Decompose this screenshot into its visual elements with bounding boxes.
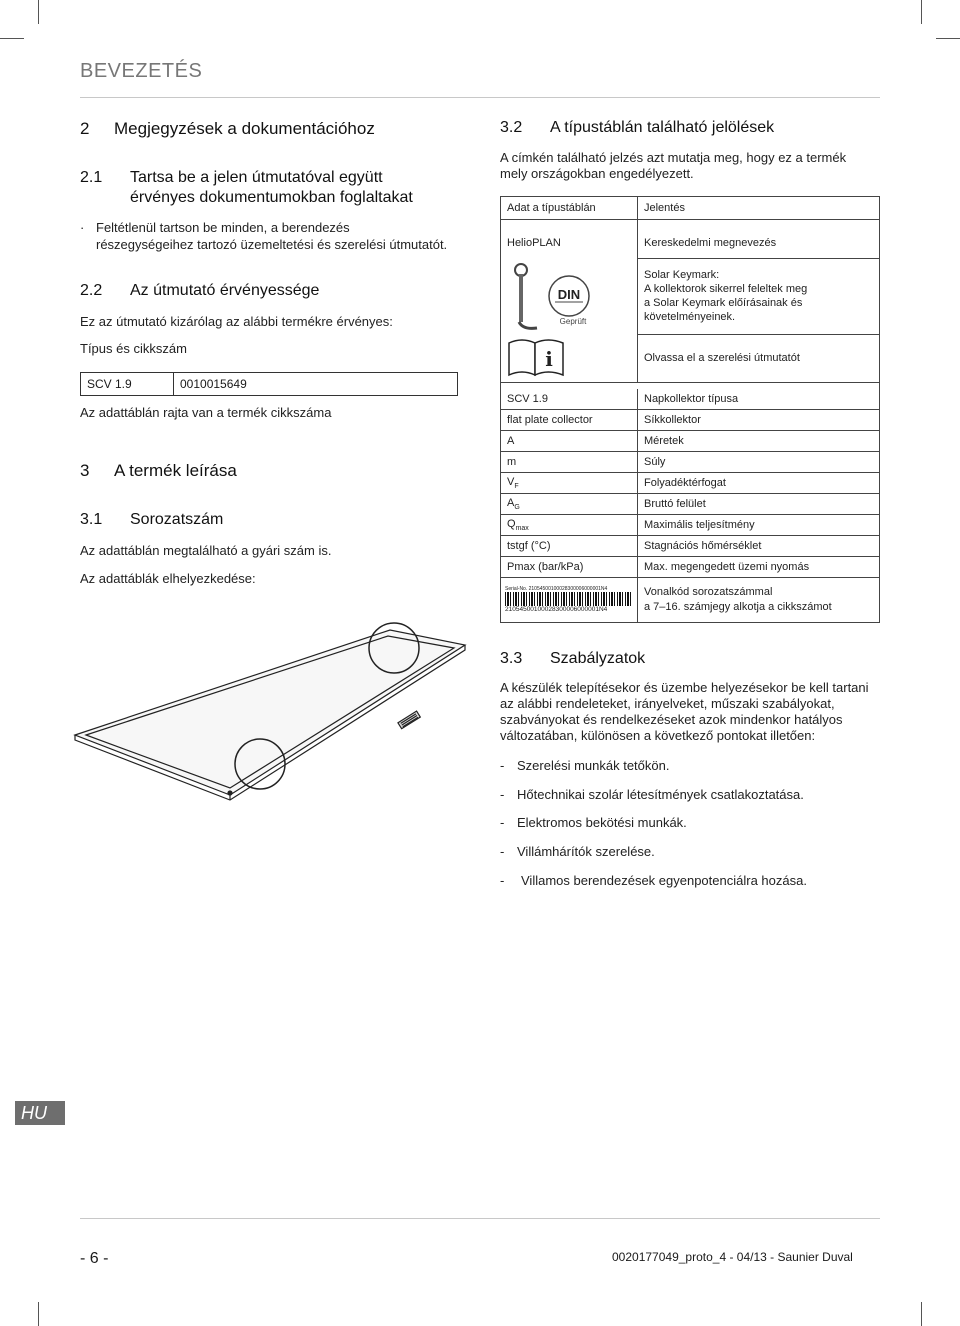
heading-number: 2 bbox=[80, 119, 90, 138]
header-rule bbox=[80, 97, 880, 98]
row-value: Súly bbox=[638, 452, 880, 473]
helioplan-value: Kereskedelmi megnevezés bbox=[638, 220, 880, 259]
row-value: Maximális teljesítmény bbox=[638, 515, 880, 536]
collector-illustration bbox=[70, 600, 470, 810]
plate-location-text: Az adattáblák elhelyezkedése: bbox=[80, 571, 256, 586]
bullet-text: · Feltétlenül tartson be minden, a berendezés részegységeihez tartozó üzemeltetési és szerelési útmutatót. bbox=[80, 220, 448, 252]
din-geprueft-icon bbox=[507, 260, 597, 330]
crop-mark bbox=[921, 0, 922, 24]
row-value: Folyadéktérfogat bbox=[638, 473, 880, 494]
model-table bbox=[80, 372, 458, 396]
section-header: BEVEZETÉS bbox=[80, 60, 203, 82]
crop-mark bbox=[38, 0, 39, 24]
info-text: Olvassa el a szerelési útmutatót bbox=[638, 334, 880, 383]
crop-mark bbox=[936, 38, 960, 39]
list-item: - Szerelési munkák tetőkön. bbox=[500, 758, 670, 773]
heading-3-2: 3.2 A típustáblán található jelölések bbox=[500, 119, 775, 136]
page-number: - 6 - bbox=[80, 1250, 109, 1267]
row-value: Napkollektor típusa bbox=[638, 389, 880, 410]
article-note: Az adattáblán rajta van a termék cikkszáma bbox=[80, 405, 332, 420]
heading-title: Megjegyzések a dokumentációhoz bbox=[114, 119, 375, 138]
heading-title: Tartsa be a jelen útmutatóval együtt bbox=[130, 169, 383, 186]
article-cell: 0010015649 bbox=[174, 373, 458, 396]
row-key: $Q_{max}$ bbox=[501, 515, 638, 536]
plate-intro-text: A címkén található jelzés azt mutatja meg, hogy ez a termék mely országokban engedélyezett. bbox=[500, 150, 847, 181]
heading-3-3: 3.3 Szabályzatok bbox=[500, 650, 646, 667]
crop-mark bbox=[38, 1302, 39, 1326]
footer-rule bbox=[80, 1218, 880, 1219]
barcode-bottom-text: 21054500100028300006000001N4 bbox=[505, 606, 608, 613]
row-key: A bbox=[501, 431, 638, 452]
list-item: - Villámhárítók szerelése. bbox=[500, 844, 655, 859]
language-tab: HU bbox=[15, 1101, 65, 1125]
row-key: tstgf (°C) bbox=[501, 536, 638, 557]
barcode-meaning: Vonalkód sorozatszámmal a 7–16. számjegy alkotja a cikkszámot bbox=[638, 578, 880, 623]
type-subheading: Típus és cikkszám bbox=[80, 341, 187, 356]
document-code: 0020177049_proto_4 - 04/13 - Saunier Duval bbox=[612, 1250, 853, 1264]
model-cell: SCV 1.9 bbox=[81, 373, 174, 396]
validity-text: Ez az útmutató kizárólag az alábbi termékre érvényes: bbox=[80, 314, 393, 329]
row-value: Max. megengedett üzemi nyomás bbox=[638, 557, 880, 578]
heading-number: 2.1 bbox=[80, 169, 103, 186]
row-key: m bbox=[501, 452, 638, 473]
type-plate-table bbox=[500, 196, 880, 623]
row-value: Stagnációs hőmérséklet bbox=[638, 536, 880, 557]
row-key: flat plate collector bbox=[501, 410, 638, 431]
row-value: Bruttó felület bbox=[638, 494, 880, 515]
svg-text:i: i bbox=[545, 346, 553, 371]
helioplan-key: HelioPLAN bbox=[501, 220, 638, 259]
list-item: - Elektromos bekötési munkák. bbox=[500, 815, 687, 830]
heading-3-1: 3.1 Sorozatszám bbox=[80, 511, 224, 528]
row-value: Síkkollektor bbox=[638, 410, 880, 431]
din-logo-cell bbox=[501, 258, 638, 334]
list-item: - Hőtechnikai szolár létesítmények csatlakoztatása. bbox=[500, 787, 804, 802]
svg-text:Geprüft: Geprüft bbox=[559, 316, 587, 326]
heading-2-1 bbox=[80, 168, 413, 208]
heading-2 bbox=[80, 119, 375, 139]
heading-2-2: 2.2 Az útmutató érvényessége bbox=[80, 282, 320, 299]
crop-mark bbox=[0, 38, 24, 39]
keymark-text: Solar Keymark: A kollektorok sikerrel feleltek meg a Solar Keymark előírásainak és követelményeinek. bbox=[638, 258, 880, 334]
table-header-value: Jelentés bbox=[638, 197, 880, 220]
barcode-top-text: Serial-No. 21054500100028300006000001N4 bbox=[505, 586, 608, 592]
barcode-icon bbox=[505, 592, 633, 606]
bullet: · bbox=[80, 220, 85, 235]
regulations-paragraph: A készülék telepítésekor és üzembe helyezésekor be kell tartani az alábbi rendeleteket, irányelveket, műszaki szabályokat, szabványokat és rendelkezéseket azok mindenkor hatályos változatában, különösen a következő pontokat illetően: bbox=[500, 680, 869, 743]
table-header-key: Adat a típustáblán bbox=[501, 197, 638, 220]
heading-title-line2: érvényes dokumentumokban foglaltakat bbox=[130, 189, 413, 206]
list-item: - Villamos berendezések egyenpotenciálra hozása. bbox=[500, 873, 807, 888]
row-value: Méretek bbox=[638, 431, 880, 452]
info-icon-cell bbox=[501, 334, 638, 383]
row-key: $A_G$ bbox=[501, 494, 638, 515]
heading-3: 3 A termék leírása bbox=[80, 461, 237, 480]
row-key: Pmax (bar/kPa) bbox=[501, 557, 638, 578]
row-key: SCV 1.9 bbox=[501, 389, 638, 410]
manual-info-icon bbox=[507, 335, 567, 379]
serial-text: Az adattáblán megtalálható a gyári szám is. bbox=[80, 543, 332, 558]
svg-text:DIN: DIN bbox=[557, 286, 581, 302]
row-key: $V_F$ bbox=[501, 473, 638, 494]
crop-mark bbox=[921, 1302, 922, 1326]
barcode-cell bbox=[501, 578, 638, 623]
